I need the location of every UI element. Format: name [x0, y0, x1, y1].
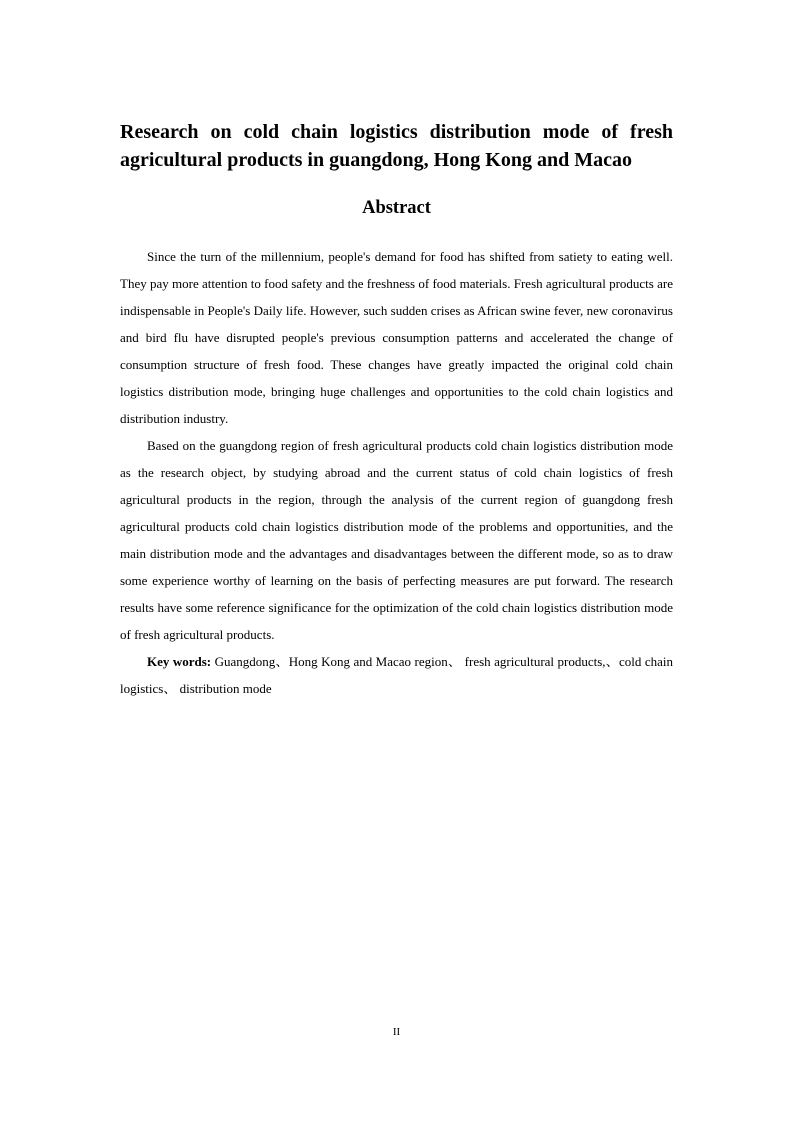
keywords-text: Guangdong、Hong Kong and Macao region、 fresh agricultural products,、cold chain logistics、 distribution mode — [120, 654, 673, 696]
abstract-paragraph-2: Based on the guangdong region of fresh agricultural products cold chain logistics distribution mode as the research object, by studying abroad and the current status of cold chain logistics of fresh agricultural products in the region, through the analysis of the current region of guangdong fresh agricultural products cold chain logistics distribution mode of the problems and opportunities, and the main distribution mode and the advantages and disadvantages between the different mode, so as to draw some experience worthy of learning on the basis of perfecting measures are put forward. The research results have some reference significance for the optimization of the cold chain logistics distribution mode of fresh agricultural products. — [120, 438, 673, 642]
abstract-heading: Abstract — [362, 198, 431, 218]
document-title: Research on cold chain logistics distribution mode of fresh agricultural products in guangdong, Hong Kong and Macao — [120, 121, 673, 171]
page-number: II — [392, 1026, 401, 1038]
abstract-paragraph-1: Since the turn of the millennium, people's demand for food has shifted from satiety to eating well. They pay more attention to food safety and the freshness of food materials. Fresh agricultural products are indispensable in People's Daily life. However, such sudden crises as African swine fever, new coronavirus and bird flu have disrupted people's previous consumption patterns and accelerated the change of consumption structure of fresh food. These changes have greatly impacted the original cold chain logistics distribution mode, bringing huge challenges and opportunities to the cold chain logistics and distribution industry. — [120, 249, 673, 426]
keywords-label: Key words: — [147, 654, 212, 669]
keywords-line — [120, 648, 673, 702]
abstract-body — [120, 243, 673, 702]
